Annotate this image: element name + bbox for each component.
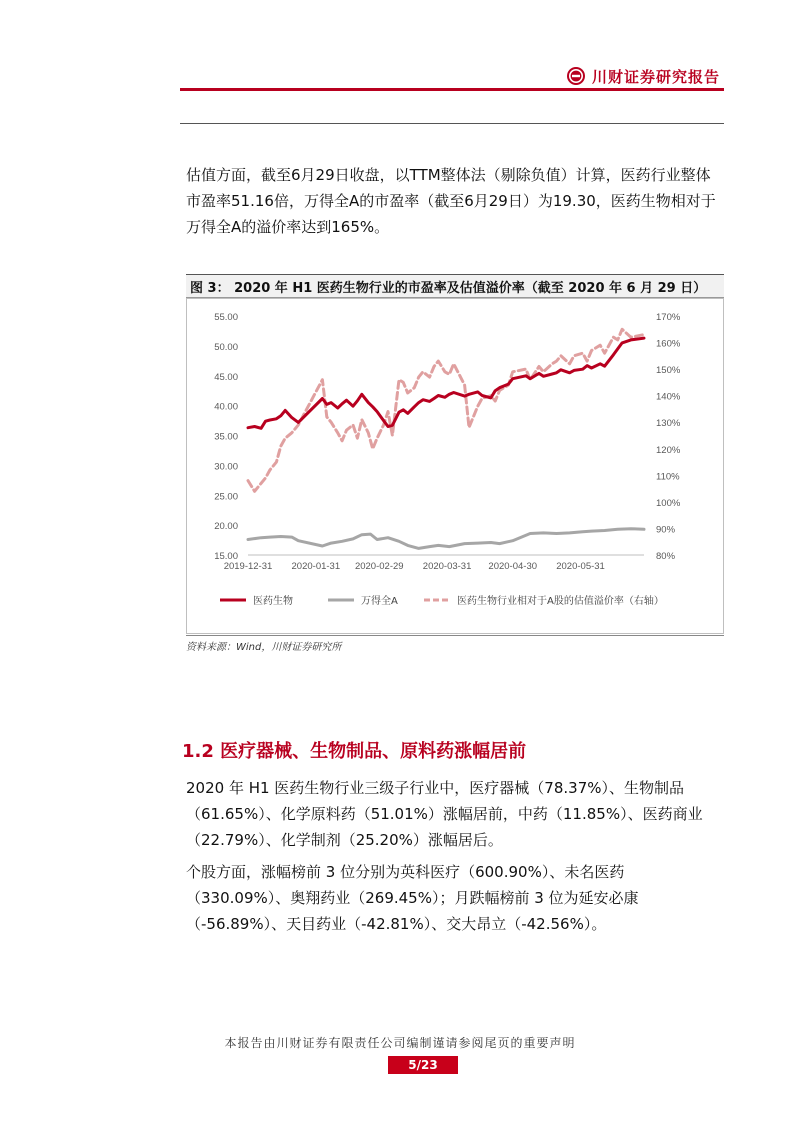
legend-item-wind-a-label: 万得全A [361, 596, 398, 607]
series-line-pharma [248, 338, 644, 428]
y-right-tick-label: 110% [656, 471, 680, 483]
header-subdivider [180, 123, 724, 124]
y-left-tick-label: 35.00 [214, 431, 238, 443]
intro-paragraph: 估值方面，截至6月29日收盘，以TTM整体法（剔除负值）计算，医药行业整体市盈率51.16倍，万得全A的市盈率（截至6月29日）为19.30，医药生物相对于万得全A的溢价率达到165%。 [186, 166, 716, 236]
footer-disclaimer: 本报告由川财证券有限责任公司编制谨请参阅尾页的重要声明 [224, 1036, 576, 1050]
y-right-tick-label: 100% [656, 497, 681, 509]
y-right-tick-label: 160% [656, 338, 681, 350]
y-left-tick-label: 20.00 [214, 521, 238, 533]
header-divider [180, 88, 724, 91]
figure-title: 图 3： 2020 年 H1 医药生物行业的市盈率及估值溢价率（截至 2020 年 6 月 29 日） [190, 281, 707, 296]
y-right-tick-label: 120% [656, 444, 681, 456]
source-divider [186, 635, 724, 636]
y-right-tick-label: 140% [656, 391, 681, 403]
body-paragraph-sectors: 2020 年 H1 医药生物行业三级子行业中，医疗器械（78.37%）、生物制品（61.65%）、化学原料药（51.01%）涨幅居前，中药（11.85%）、医药商业（22.79%）、化学制剂（25.20%）涨幅居后。 [186, 779, 703, 849]
chart-frame [187, 299, 724, 634]
y-left-tick-label: 15.00 [214, 551, 238, 562]
x-tick-label: 2019-12-31 [223, 561, 273, 572]
series-line-premium [248, 329, 644, 491]
x-tick-label: 2020-02-29 [354, 561, 404, 572]
y-right-tick-label: 80% [656, 551, 676, 562]
legend-item-pharma-label: 医药生物 [253, 596, 293, 607]
x-tick-label: 2020-03-31 [422, 561, 472, 572]
x-tick-label: 2020-01-31 [291, 561, 341, 572]
y-left-tick-label: 25.00 [214, 491, 238, 503]
body-paragraph-stocks: 个股方面，涨幅榜前 3 位分别为英科医疗（600.90%）、未名医药（330.09%）、奥翔药业（269.45%）；月跌幅榜前 3 位为延安必康（-56.89%）、天目药业（-42.81%）、交大昂立（-42.56%）。 [186, 863, 639, 933]
y-right-tick-label: 150% [656, 365, 681, 377]
chart-container [186, 298, 724, 634]
pe-chart [186, 298, 724, 634]
x-tick-label: 2020-05-31 [556, 561, 605, 572]
page-number: 5/23 [388, 1056, 458, 1074]
header-brand [566, 64, 720, 88]
figure-title-bar [186, 274, 724, 298]
y-left-tick-label: 40.00 [214, 401, 238, 413]
y-left-tick-label: 45.00 [214, 371, 238, 383]
section-heading: 1.2 医疗器械、生物制品、原料药涨幅居前 [182, 741, 527, 762]
series-line-wind-a [248, 529, 644, 549]
y-left-tick-label: 50.00 [214, 341, 238, 353]
y-right-tick-label: 130% [656, 418, 681, 430]
brand-name: 川财证券研究报告 [592, 67, 721, 86]
y-left-tick-label: 55.00 [214, 312, 238, 323]
y-left-tick-label: 30.00 [214, 461, 238, 473]
figure-source: 资料来源：Wind，川财证券研究所 [186, 642, 342, 653]
y-right-tick-label: 90% [656, 524, 676, 536]
sichuan-caitong-logo-icon [566, 66, 586, 86]
x-tick-label: 2020-04-30 [488, 561, 538, 572]
legend-item-premium-label: 医药生物行业相对于A股的估值溢价率（右轴） [457, 596, 664, 607]
y-right-tick-label: 170% [656, 312, 681, 323]
